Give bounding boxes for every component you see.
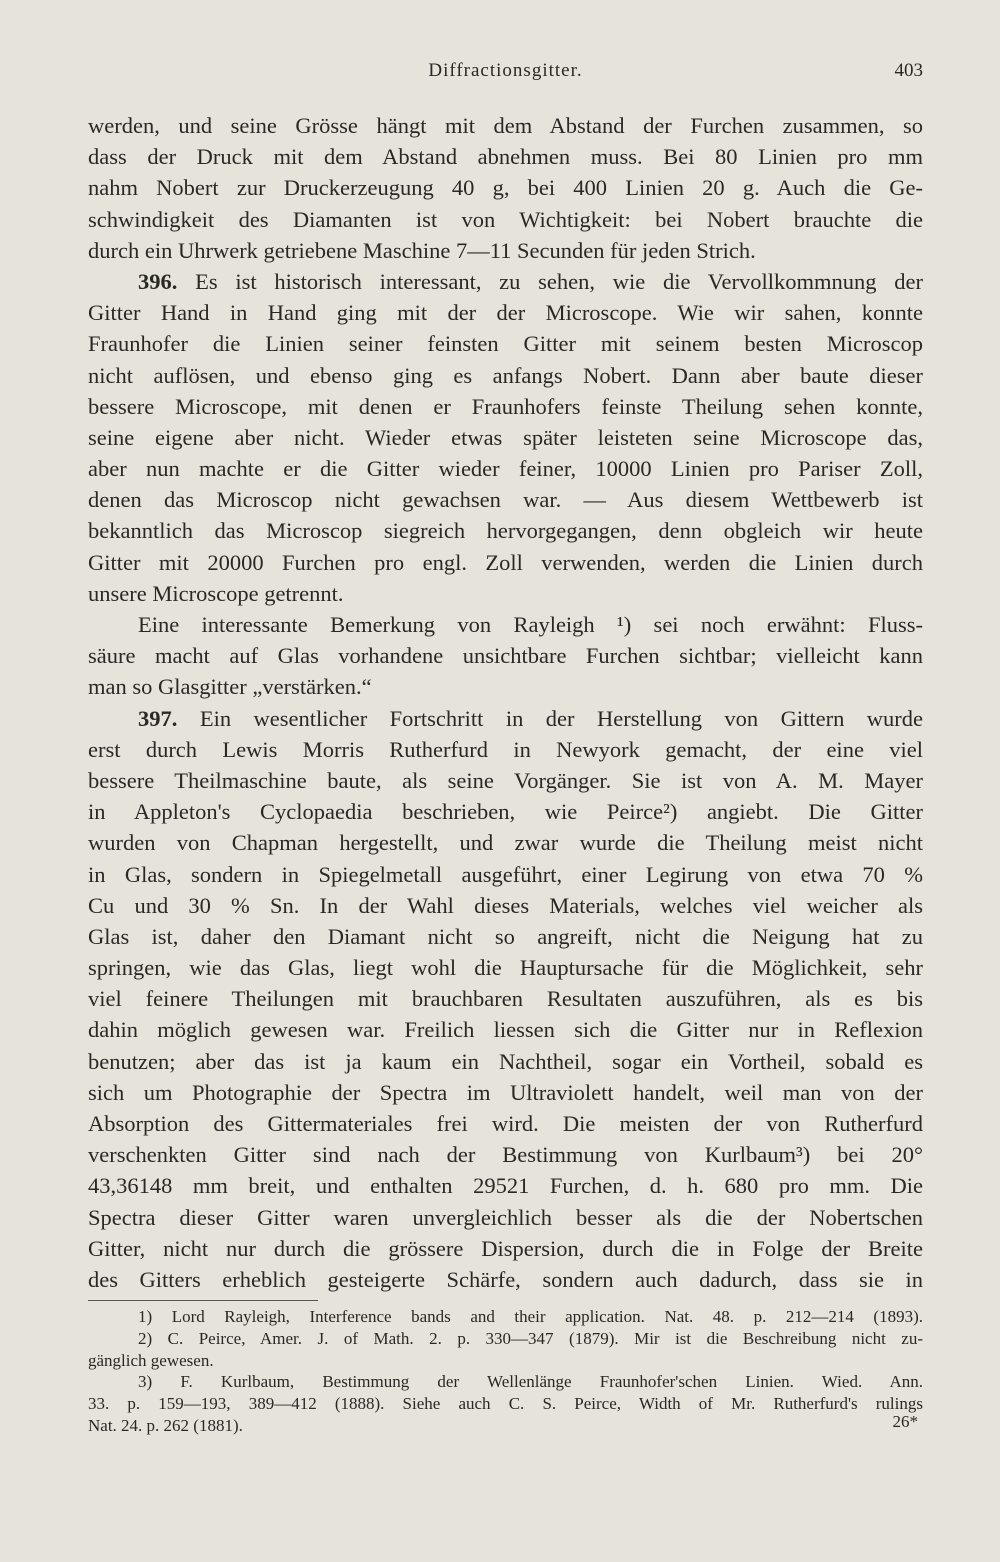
text-line: sich um Photographie der Spectra im Ultraviolett handelt, weil man von der [88, 1079, 923, 1105]
footnote-line: 1) Lord Rayleigh, Interference bands and their application. Nat. 48. p. 212—214 (1893). [138, 1307, 923, 1326]
text-line: nahm Nobert zur Druckerzeugung 40 g, bei 400 Linien 20 g. Auch die Ge- [88, 175, 923, 201]
text-line-content: Es ist historisch interessant, zu sehen, wie die Vervollkommnung der [195, 268, 924, 294]
text-line: Gitter Hand in Hand ging mit der der Microscope. Wie wir sahen, konnte [88, 300, 923, 326]
text-line: Gitter, nicht nur durch die grössere Dispersion, durch die in Folge der Breite [88, 1235, 923, 1261]
text-line: säure macht auf Glas vorhandene unsichtbare Furchen sichtbar; vielleicht kann [88, 643, 923, 669]
text-line: man so Glasgitter „verstärken.“ [88, 674, 372, 700]
text-line: durch ein Uhrwerk getriebene Maschine 7—11 Secunden für jeden Strich. [88, 237, 756, 263]
text-line: bessere Microscope, mit denen er Fraunhofers feinste Theilung sehen konnte, [88, 393, 923, 419]
text-line: verschenkten Gitter sind nach der Bestimmung von Kurlbaum³) bei 20° [88, 1142, 923, 1168]
text-line: springen, wie das Glas, liegt wohl die Hauptursache für die Möglichkeit, sehr [88, 955, 923, 981]
text-line: bessere Theilmaschine baute, als seine Vorgänger. Sie ist von A. M. Mayer [88, 767, 923, 793]
text-line: viel feinere Theilungen mit brauchbaren Resultaten auszuführen, als es bis [88, 986, 923, 1012]
footnote-line: 33. p. 159—193, 389—412 (1888). Siehe auch C. S. Peirce, Width of Mr. Rutherfurd's rulings [88, 1394, 923, 1414]
text-line: Glas ist, daher den Diamant nicht so angreift, nicht die Neigung hat zu [88, 923, 923, 949]
text-line: denen das Microscop nicht gewachsen war. — Aus diesem Wettbewerb ist [88, 487, 923, 513]
text-line: 43,36148 mm breit, und enthalten 29521 Furchen, d. h. 680 pro mm. Die [88, 1173, 923, 1199]
body-text [88, 110, 923, 1295]
text-line: in Appleton's Cyclopaedia beschrieben, wie Peirce²) angiebt. Die Gitter [88, 799, 923, 825]
text-line: schwindigkeit des Diamanten ist von Wichtigkeit: bei Nobert brauchte die [88, 206, 923, 232]
text-line: seine eigene aber nicht. Wieder etwas später leisteten seine Microscope das, [88, 424, 923, 450]
footnotes [88, 1306, 923, 1437]
footnote-line: 3) F. Kurlbaum, Bestimmung der Wellenlänge Fraunhofer'schen Linien. Wied. Ann. [138, 1372, 923, 1392]
text-line: des Gitters erheblich gesteigerte Schärfe, sondern auch dadurch, dass sie in [88, 1266, 923, 1292]
text-line: Eine interessante Bemerkung von Rayleigh ¹) sei noch erwähnt: Fluss- [138, 612, 923, 637]
printer-signature: 26* [892, 1412, 918, 1431]
text-line: werden, und seine Grösse hängt mit dem Abstand der Furchen zusammen, so [88, 113, 923, 138]
text-line: dahin möglich gewesen war. Freilich liessen sich die Gitter nur in Reflexion [88, 1017, 923, 1043]
footnote-line: Nat. 24. p. 262 (1881). [88, 1415, 243, 1435]
text-line [88, 703, 923, 734]
text-line: Spectra dieser Gitter waren unvergleichlich besser als die der Nobertschen [88, 1204, 923, 1230]
text-line: erst durch Lewis Morris Rutherfurd in Newyork gemacht, der eine viel [88, 736, 923, 762]
text-line [88, 266, 923, 297]
page-number: 403 [894, 60, 923, 81]
text-line: nicht auflösen, und ebenso ging es anfangs Nobert. Dann aber baute dieser [88, 362, 923, 388]
footnote-divider [88, 1300, 318, 1301]
text-line: unsere Microscope getrennt. [88, 580, 344, 606]
text-line: Absorption des Gittermateriales frei wird. Die meisten der von Rutherfurd [88, 1111, 923, 1136]
text-line: wurden von Chapman hergestellt, und zwar wurde die Theilung meist nicht [88, 830, 923, 856]
footnote-line: 2) C. Peirce, Amer. J. of Math. 2. p. 330—347 (1879). Mir ist die Beschreibung nicht zu- [138, 1328, 923, 1348]
section-number: 396. [138, 268, 178, 294]
text-line: Cu und 30 % Sn. In der Wahl dieses Materials, welches viel weicher als [88, 892, 923, 918]
text-line: benutzen; aber das ist ja kaum ein Nachtheil, sogar ein Vortheil, sobald es [88, 1048, 923, 1074]
text-line: Fraunhofer die Linien seiner feinsten Gitter mit seinem besten Microscop [88, 331, 923, 357]
text-line: aber nun machte er die Gitter wieder feiner, 10000 Linien pro Pariser Zoll, [88, 456, 923, 482]
text-line: bekanntlich das Microscop siegreich hervorgegangen, denn obgleich wir heute [88, 518, 923, 544]
text-line: Gitter mit 20000 Furchen pro engl. Zoll verwenden, werden die Linien durch [88, 549, 923, 575]
footnote-line: gänglich gewesen. [88, 1350, 214, 1370]
text-line: dass der Druck mit dem Abstand abnehmen muss. Bei 80 Linien pro mm [88, 144, 923, 170]
section-number: 397. [138, 705, 178, 731]
running-title: Diffractionsgitter. [428, 60, 583, 81]
text-line-content: Ein wesentlicher Fortschritt in der Herstellung von Gittern wurde [199, 705, 924, 731]
text-line: in Glas, sondern in Spiegelmetall ausgeführt, einer Legirung von etwa 70 % [88, 861, 923, 887]
page-header [88, 60, 923, 90]
